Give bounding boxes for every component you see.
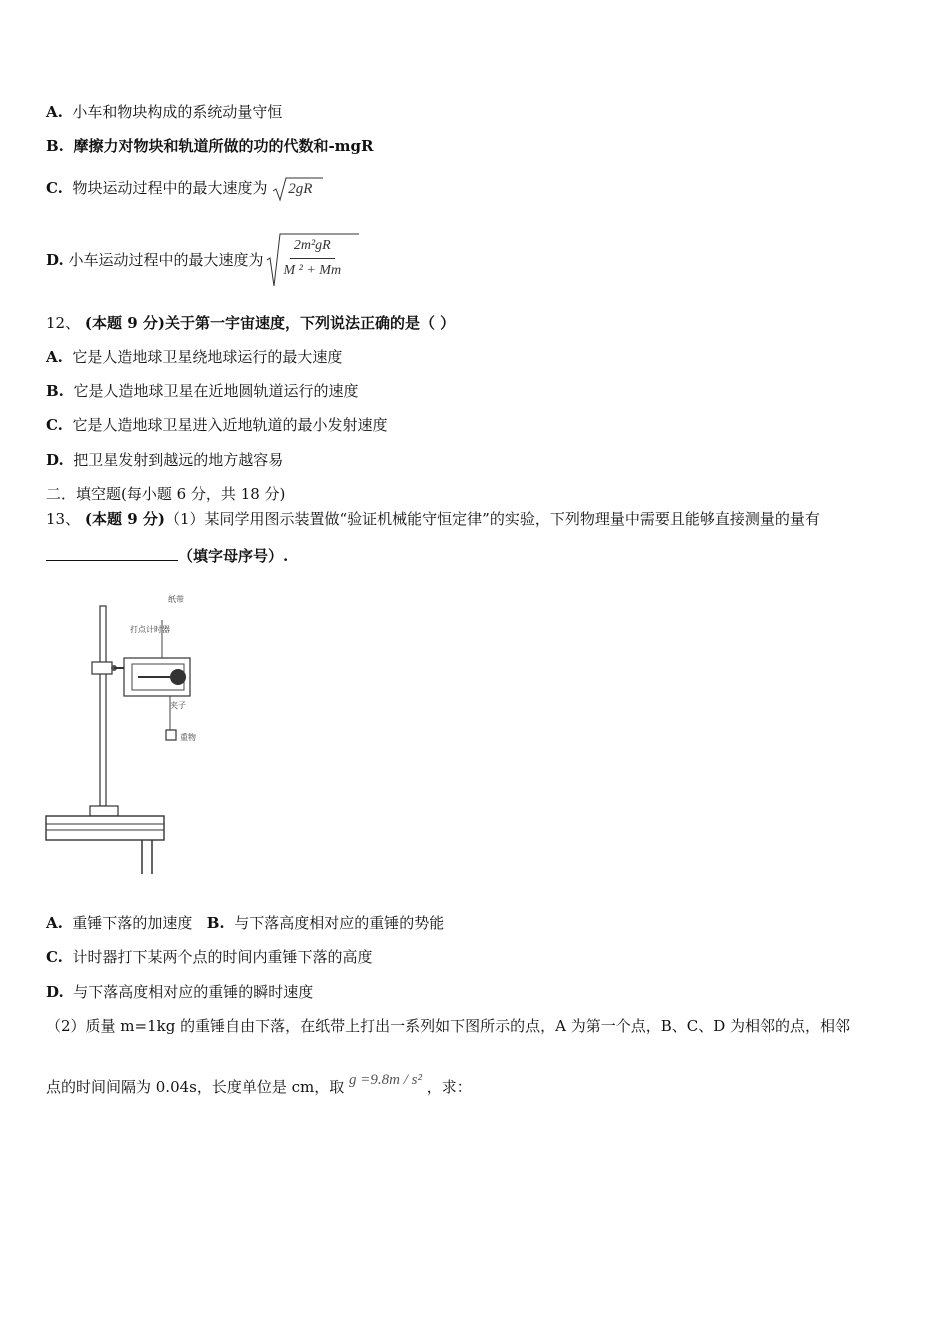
q11-option-d: D. 小车运动过程中的最大速度为 $\frac{\text{2m²gR}}{\text{M ² + Mm}}$ [46, 232, 360, 288]
label-clip: 夹子 [170, 701, 186, 710]
rod-clamp [92, 662, 112, 674]
stand-foot [90, 806, 118, 816]
label-timer: 打点计时器 [130, 625, 170, 634]
q12-stem: 12、 (本题 9 分)关于第一宇宙速度，下列说法正确的是（ ） [46, 314, 456, 332]
label-tape: 纸带 [168, 595, 184, 604]
label-weight: 重物 [180, 733, 196, 742]
q13-part2-line2: 点的时间间隔为 0.04s，长度单位是 cm，取 g =9.8m / s² ，求： [46, 1072, 472, 1096]
weight [166, 730, 176, 740]
timer-disc [170, 669, 186, 685]
q13-option-c: C. 计时器打下某两个点的时间内重锤下落的高度 [46, 948, 373, 966]
fraction: $\frac{\text{2m²gR}}{\text{M ² + Mm}}$ [283, 238, 342, 278]
q13-options-ab: A. 重锤下落的加速度 B. 与下落高度相对应的重锤的势能 [46, 914, 445, 932]
section-title: 二．填空题(每小题 6 分，共 18 分) [46, 485, 286, 503]
q11-option-c: C. 物块运动过程中的最大速度为 2gR [46, 176, 324, 202]
table-top [46, 816, 164, 840]
q11-option-a: A. 小车和物块构成的系统动量守恒 [46, 103, 283, 121]
answer-blank[interactable] [46, 546, 178, 561]
q12-option-a: A. 它是人造地球卫星绕地球运行的最大速度 [46, 348, 343, 366]
sqrt-fraction [266, 232, 360, 288]
apparatus-figure [44, 580, 224, 876]
q13-option-d: D. 与下落高度相对应的重锤的瞬时速度 [46, 983, 314, 1001]
q13-stem: 13、 (本题 9 分)（1）某同学用图示装置做“验证机械能守恒定律”的实验，下列物理量中需要且能够直接测量的量有 [46, 510, 820, 528]
gravity-formula: g =9.8m / s² [349, 1072, 423, 1088]
sqrt-2gR: 2gR [272, 176, 324, 202]
q13-blank-line: （填字母序号）. [46, 546, 288, 566]
stand-rod [100, 606, 106, 806]
q13-part2-line1: （2）质量 m=1kg 的重锤自由下落，在纸带上打出一系列如下图所示的点，A 为第一个点，B、C、D 为相邻的点，相邻 [46, 1017, 851, 1035]
q11-option-b: B. 摩擦力对物块和轨道所做的功的代数和-mgR [46, 137, 374, 155]
q12-option-c: C. 它是人造地球卫星进入近地轨道的最小发射速度 [46, 416, 388, 434]
q12-option-b: B. 它是人造地球卫星在近地圆轨道运行的速度 [46, 382, 359, 400]
q12-option-d: D. 把卫星发射到越远的地方越容易 [46, 451, 284, 469]
